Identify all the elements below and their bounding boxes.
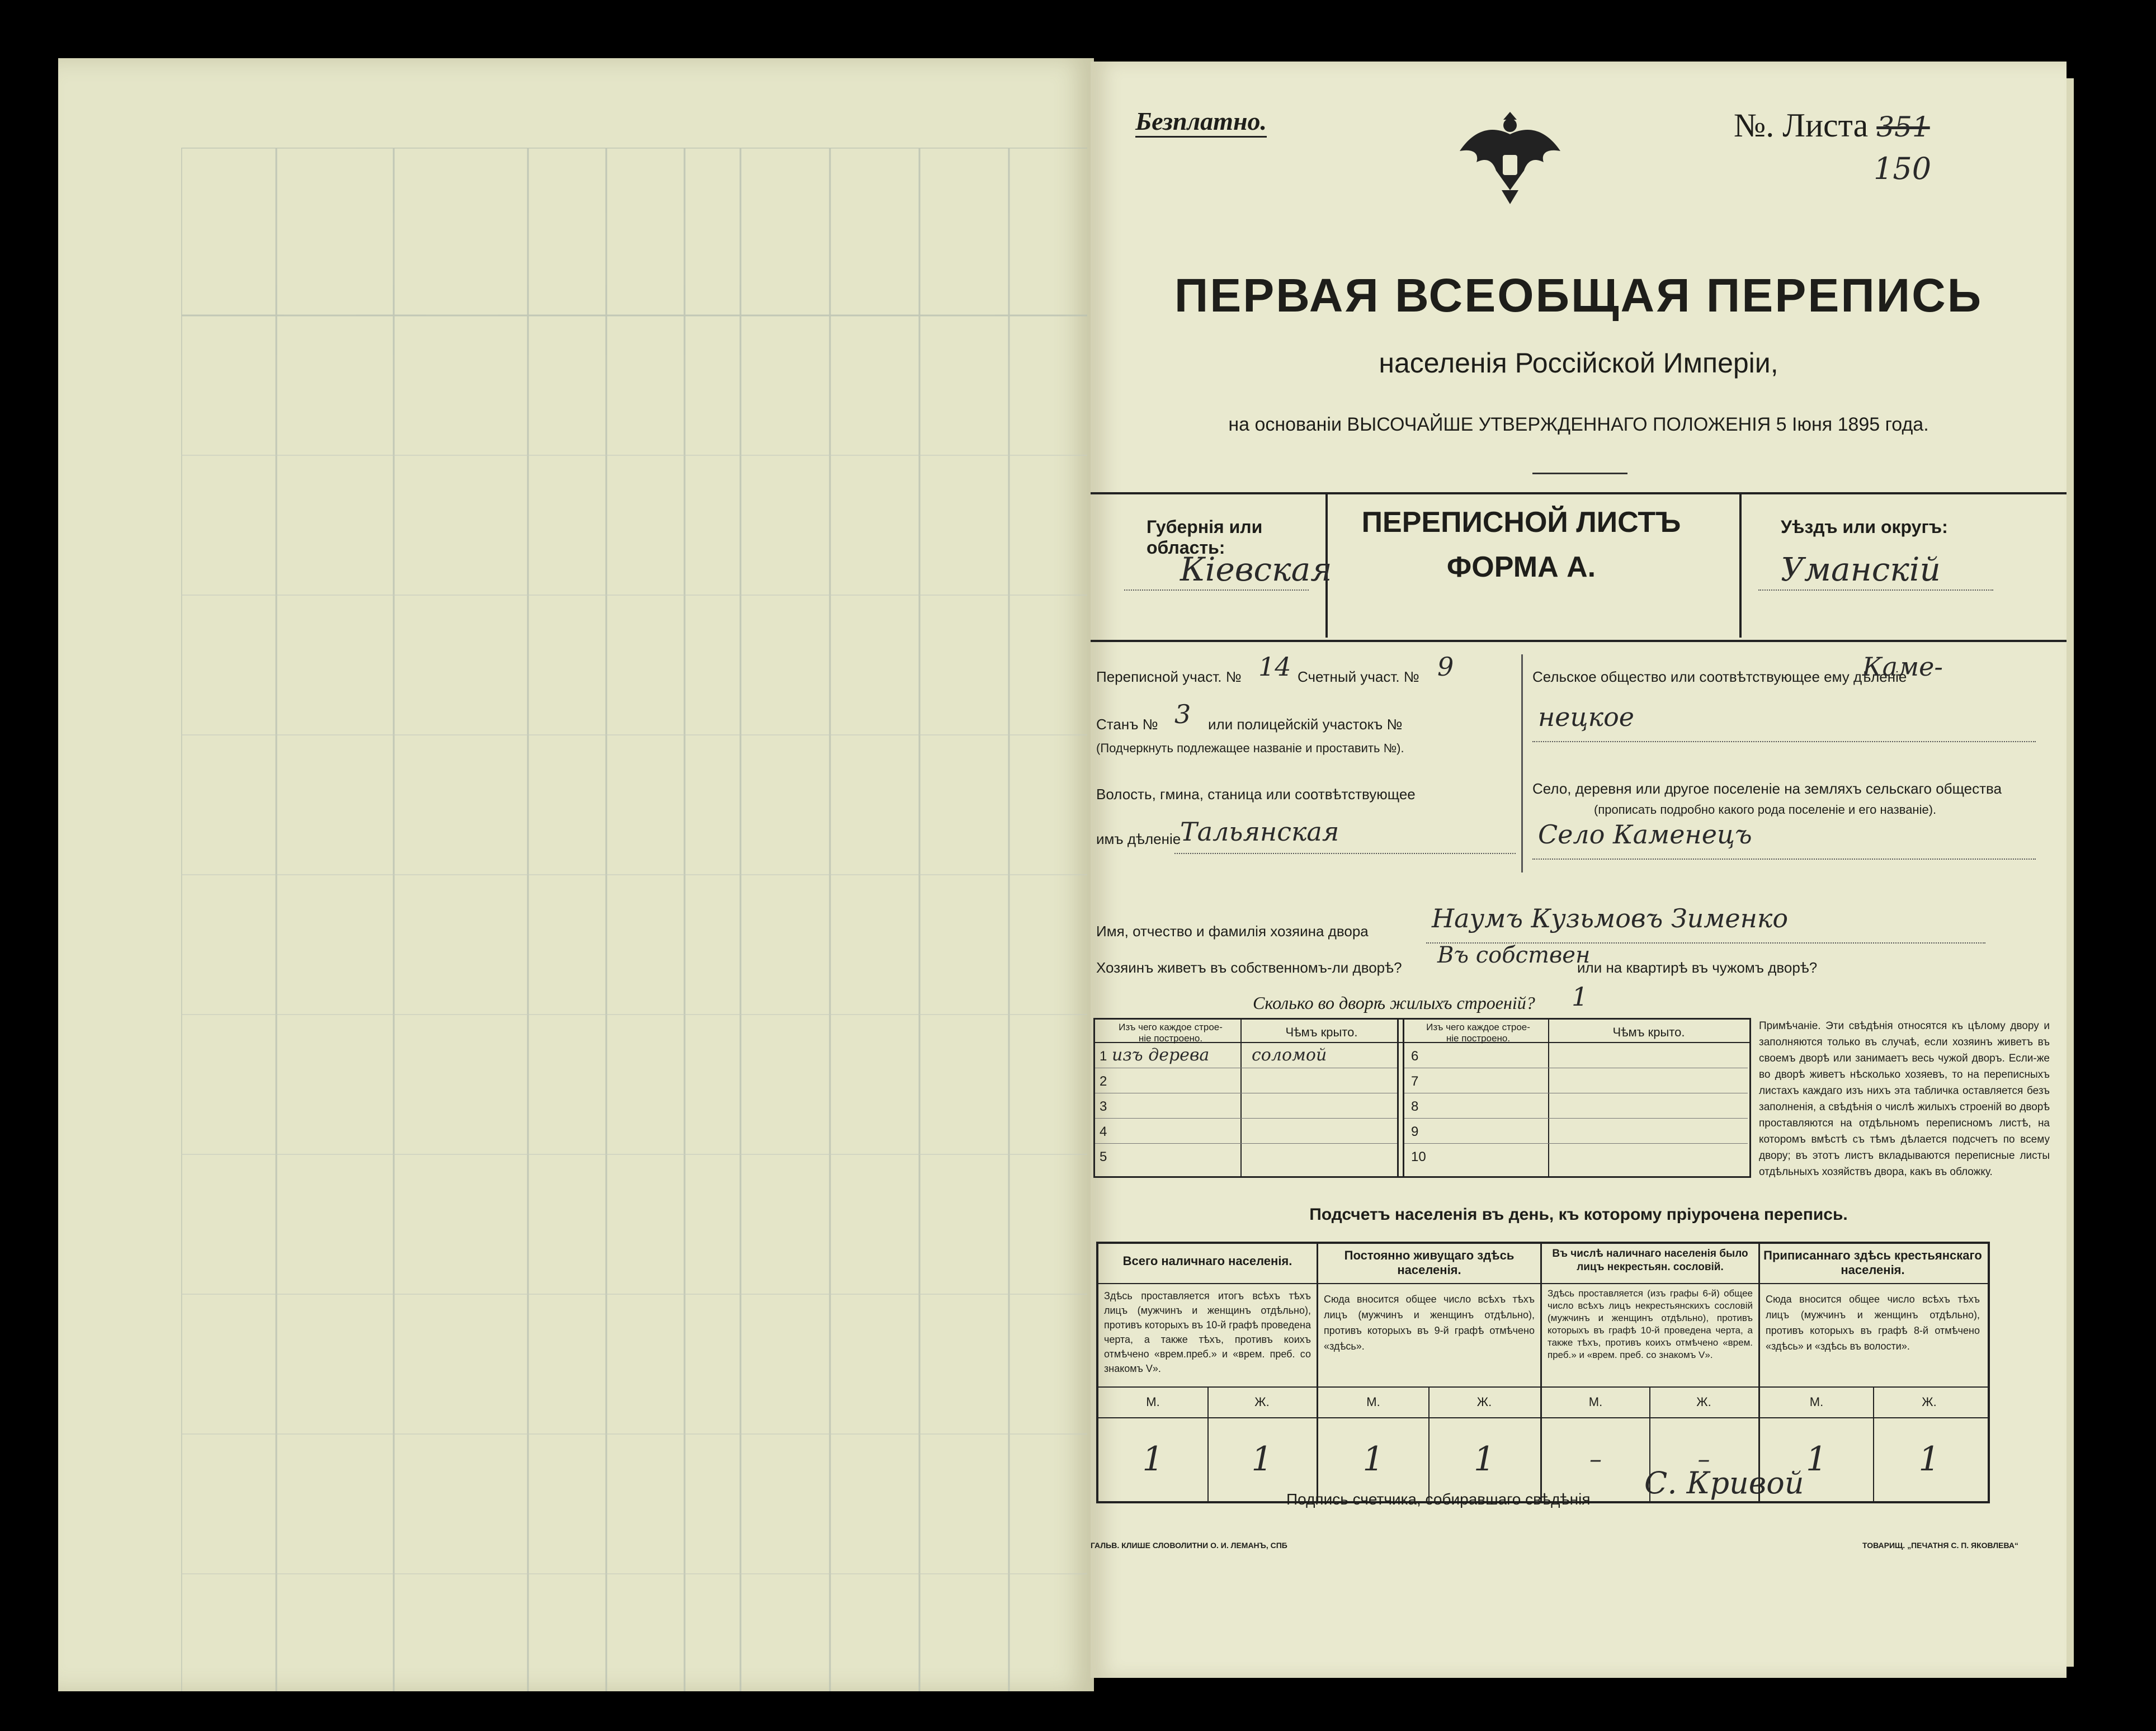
female-header: Ж.: [1922, 1395, 1937, 1409]
col-roof-header-2: Чѣмъ крыто.: [1612, 1025, 1685, 1039]
row-built: изъ дерева: [1112, 1045, 1210, 1065]
buildings-table: [1093, 1018, 1751, 1178]
table-row: [1404, 1043, 1748, 1068]
volost-value: Тальянская: [1180, 817, 1339, 847]
male-count: 1: [1805, 1440, 1828, 1479]
owner-label: Имя, отчество и фамилія хозяина двора: [1096, 923, 1369, 940]
female-count: 1: [1473, 1440, 1495, 1479]
society-label: Сельское общество или соотвѣтствующее ему дѣленіе: [1532, 668, 1907, 685]
female-header: Ж.: [1476, 1395, 1492, 1409]
group-title: Приписаннаго здѣсь крестьянскаго населенія.: [1763, 1248, 1982, 1277]
form-basis: на основаніи ВЫСОЧАЙШЕ УТВЕРЖДЕННАГО ПОЛОЖЕНІЯ 5 Іюня 1895 года.: [1228, 414, 1929, 435]
col-built-header: Изъ чего каждое строе- ніе построено.: [1119, 1022, 1223, 1044]
police-label: или полицейскій участокъ №: [1208, 716, 1403, 733]
male-header: М.: [1146, 1395, 1160, 1409]
gubernia-cell: [1091, 494, 1332, 638]
table-row: [1404, 1068, 1748, 1093]
uezd-value: Уманскій: [1781, 550, 1941, 588]
table-row: [1404, 1093, 1748, 1119]
group-title: Всего наличнаго населенія.: [1122, 1254, 1292, 1268]
free-label: Безплатно.: [1135, 106, 1267, 138]
group-title: Постоянно живущаго здѣсь населенія.: [1344, 1248, 1515, 1277]
buildings-label: Сколько во дворѣ жилыхъ строеній?: [1253, 993, 1535, 1013]
male-header: М.: [1366, 1395, 1380, 1409]
female-header: Ж.: [1254, 1395, 1270, 1409]
volost-label: Волость, гмина, станица или соотвѣтствующее: [1096, 786, 1416, 803]
col-roof-header: Чѣмъ крыто.: [1285, 1025, 1358, 1039]
faded-table-grid: [181, 148, 1087, 1691]
left-page: [58, 58, 1094, 1691]
uezd-cell: [1739, 494, 2069, 638]
group-desc: Здѣсь проставляется (изъ графы 6-й) общее число всѣхъ лицъ некрестьянскихъ сословій (мужчинъ и женщинъ отдѣльно), противъ которыхъ въ графѣ 10-й проведена черта, а также тѣхъ, противъ коихъ отмѣчено «врем. преб.» и «врем. преб. со знакомъ V».: [1548, 1288, 1753, 1360]
table-row: [1095, 1119, 1397, 1144]
form-title-line2: ФОРМА А.: [1446, 551, 1596, 583]
male-header: М.: [1588, 1395, 1603, 1409]
female-count: –: [1697, 1445, 1710, 1474]
row-number: 3: [1100, 1099, 1107, 1114]
counting-district-value: 9: [1437, 652, 1454, 682]
row-number: 7: [1411, 1074, 1419, 1089]
uezd-label: Уѣздъ или округъ:: [1781, 517, 1948, 537]
group-desc: Здѣсь проставляется итогъ всѣхъ тѣхъ лицъ (мужчинъ и женщинъ отдѣльно), противъ которыхъ въ 10-й графѣ проведена черта, а также тѣхъ, противъ коихъ отмѣчено «врем.преб.» и «врем. преб. со знакомъ V».: [1104, 1290, 1311, 1374]
count-table: [1096, 1242, 1990, 1503]
gubernia-value: Кіевская: [1180, 550, 1332, 588]
district-fields: [1091, 638, 2067, 884]
underline-note: (Подчеркнуть подлежащее названіе и проставить №).: [1096, 741, 1404, 755]
row-number: 6: [1411, 1049, 1419, 1064]
census-form-page: [1091, 62, 2067, 1678]
count-heading: Подсчетъ населенія въ день, къ которому пріурочена перепись.: [1309, 1205, 1848, 1224]
row-number: 1: [1100, 1049, 1107, 1064]
enumerator-signature: С. Кривой: [1644, 1465, 1804, 1501]
male-count: –: [1589, 1445, 1602, 1474]
footer-left: ГАЛЬВ. КЛИШЕ СЛОВОЛИТНИ О. И. ЛЕМАНЪ, СПБ: [1091, 1541, 1287, 1550]
table-row: [1095, 1093, 1397, 1119]
stan-value: 3: [1174, 699, 1191, 729]
group-title: Въ числѣ наличнаго населенія было лицъ некрестьян. сословій.: [1552, 1248, 1748, 1273]
female-count: 1: [1918, 1440, 1940, 1479]
row-number: 10: [1411, 1149, 1426, 1164]
row-number: 8: [1411, 1099, 1419, 1114]
village-value: Село Каменецъ: [1538, 819, 1752, 850]
header-box: [1091, 492, 2067, 642]
female-header: Ж.: [1696, 1395, 1711, 1409]
census-district-value: 14: [1258, 652, 1291, 682]
male-header: М.: [1809, 1395, 1824, 1409]
group-desc: Сюда вносится общее число всѣхъ тѣхъ лицъ (мужчинъ и женщинъ отдѣльно), противъ которыхъ въ графѣ 8-й отмѣчено «здѣсь» и «здѣсь въ волости».: [1766, 1294, 1980, 1352]
form-main-title: ПЕРВАЯ ВСЕОБЩАЯ ПЕРЕПИСЬ: [1174, 269, 1983, 322]
row-number: 5: [1100, 1149, 1107, 1164]
male-count: 1: [1362, 1440, 1384, 1479]
sheet-number-text: №. Листа: [1734, 107, 1869, 144]
table-row: [1404, 1119, 1748, 1144]
group-desc: Сюда вносится общее число всѣхъ тѣхъ лицъ (мужчинъ и женщинъ отдѣльно), противъ которыхъ въ 9-й графѣ отмѣчено «здѣсь».: [1324, 1294, 1535, 1352]
female-count: 1: [1251, 1440, 1273, 1479]
row-number: 2: [1100, 1074, 1107, 1089]
owner-value: Наумъ Кузьмовъ Зименко: [1432, 903, 1789, 933]
volost-label-2: имъ дѣленіе: [1096, 831, 1181, 847]
buildings-value: 1: [1572, 982, 1588, 1012]
residence-label-2: или на квартирѣ въ чужомъ дворѣ?: [1577, 959, 1818, 976]
stan-label: Станъ №: [1096, 716, 1158, 733]
ornament-divider: [1532, 473, 1627, 474]
village-label: Село, деревня или другое поселеніе на земляхъ сельскаго общества: [1532, 780, 2002, 797]
society-value-2: нецкое: [1538, 702, 1635, 732]
signature-label: Подпись счетчика, собиравшаго свѣдѣнія: [1286, 1491, 1591, 1508]
table-row: [1095, 1068, 1397, 1093]
society-value-1: Каме-: [1862, 652, 1943, 682]
row-number: 4: [1100, 1124, 1107, 1139]
form-subtitle: населенія Россійской Имперіи,: [1379, 347, 1778, 379]
census-district-label: Переписной участ. №: [1096, 668, 1242, 685]
form-title-line1: ПЕРЕПИСНОЙ ЛИСТЪ: [1361, 506, 1681, 539]
gubernia-label: Губернія или область:: [1147, 517, 1263, 558]
sheet-number-label: [1734, 106, 1930, 145]
sheet-number-handwritten: 150: [1874, 151, 1932, 186]
table-row: [1095, 1043, 1397, 1068]
residence-value: Въ собствен: [1437, 942, 1591, 968]
table-row: [1404, 1144, 1748, 1168]
imperial-eagle-emblem: [1449, 101, 1572, 213]
col-built-header-2: Изъ чего каждое строе- ніе построено.: [1426, 1022, 1530, 1044]
male-count: 1: [1142, 1440, 1164, 1479]
row-number: 9: [1411, 1124, 1419, 1139]
footer-right: ТОВАРИЩ. „ПЕЧАТНЯ С. П. ЯКОВЛЕВА“: [1862, 1541, 2019, 1550]
row-roof: соломой: [1252, 1045, 1327, 1065]
village-note: (прописать подробно какого рода поселеніе и его названіе).: [1594, 803, 1937, 817]
sheet-number-crossed: 351: [1876, 111, 1930, 143]
buildings-note: Примѣчаніе. Эти свѣдѣнія относятся къ цѣлому двору и заполняются только въ случаѣ, если хозяинъ живетъ въ своемъ дворѣ или занимаетъ весь чужой дворъ. Если-же во дворѣ живетъ нѣсколько хозяевъ, то на переписныхъ листахъ каждаго изъ нихъ эта табличка оставляется безъ заполненія, а свѣдѣнія о числѣ жилыхъ строеній во дворѣ проставляются на отдѣльномъ переписномъ листѣ, на которомъ вмѣстѣ съ тѣмъ дѣлается подсчетъ по всему двору; въ этотъ листъ вкладываются переписные листы отдѣльныхъ хозяйствъ двора, какъ въ обложку.: [1759, 1020, 2050, 1178]
residence-label-1: Хозяинъ живетъ въ собственномъ-ли дворѣ?: [1096, 959, 1402, 976]
table-row: [1095, 1144, 1397, 1168]
counting-district-label: Счетный участ. №: [1298, 668, 1419, 685]
